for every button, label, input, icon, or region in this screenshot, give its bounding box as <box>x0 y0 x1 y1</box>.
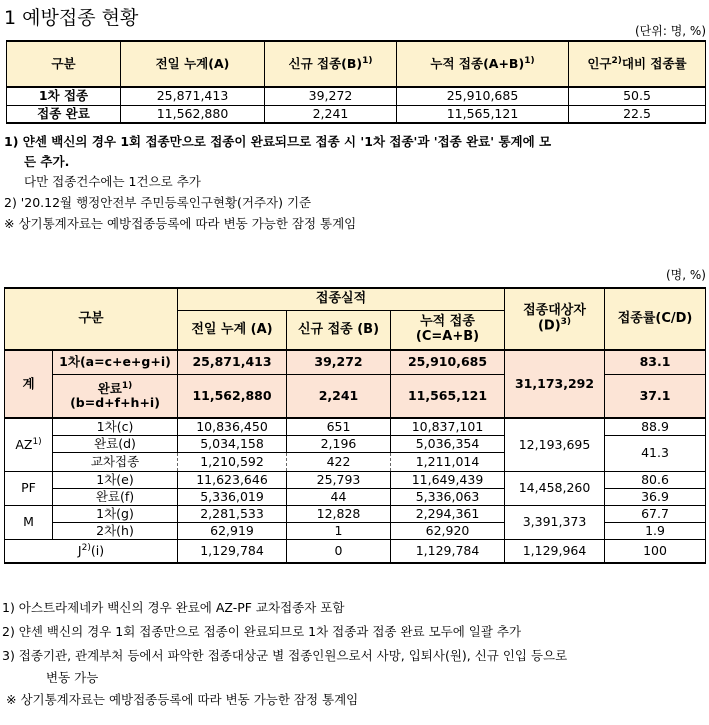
notes-block-2 <box>2 596 567 712</box>
row-label: 접종 완료 <box>7 105 121 123</box>
cell-new: 2,241 <box>287 374 391 418</box>
detail-header-row-1 <box>5 288 706 310</box>
cell-cum: 1,211,014 <box>391 452 505 471</box>
table-row <box>7 87 706 105</box>
cell-prev: 1,129,784 <box>178 539 287 563</box>
cell-prev: 62,919 <box>178 522 287 539</box>
header-category: 구분 <box>7 41 121 87</box>
cell-cum: 1,129,784 <box>391 539 505 563</box>
cell-target: 3,391,373 <box>505 505 605 539</box>
cell-target: 31,173,292 <box>505 350 605 418</box>
j-label: $J^{2)}(i)$ <box>5 539 178 563</box>
cell-prev: 5,034,158 <box>178 435 287 452</box>
row-label: 1차 접종 <box>7 87 121 105</box>
cell-prev: 11,623,646 <box>178 471 287 488</box>
cell-prev: 11,562,880 <box>178 374 287 418</box>
cell-new: 12,828 <box>287 505 391 522</box>
note-2: 2) 얀센 백신의 경우 1회 접종만으로 접종이 완료되므로 1차 접종과 접종 완료 모두에 일괄 추가 <box>2 624 522 639</box>
cell-new: 422 <box>287 452 391 471</box>
cell-prev: 1,210,592 <box>178 452 287 471</box>
row-label: 완료(f) <box>53 488 178 505</box>
table1-unit: (단위: 명, %) <box>634 24 706 38</box>
row-label: 2차(h) <box>53 522 178 539</box>
header-rate: 접종률(C/D) <box>605 288 706 350</box>
row-label: 1차(g) <box>53 505 178 522</box>
row-label: 1차(c) <box>53 418 178 435</box>
cell-target: 12,193,695 <box>505 418 605 471</box>
cell-new: 39,272 <box>287 350 391 374</box>
table-row <box>5 350 706 374</box>
note-3: 3) 접종기관, 관계부처 등에서 파악한 접종대상군 별 접종인원으로서 사망, 입퇴사(원), 신규 인입 등으로 <box>2 648 568 663</box>
detail-table <box>4 287 706 564</box>
cell-prev: 5,336,019 <box>178 488 287 505</box>
row-label: 교차접종 <box>53 452 178 471</box>
summary-table <box>6 40 706 124</box>
row-label: 1차(a=c+e+g+i) <box>53 350 178 374</box>
row-label: 완료$^{1)}$ (b=d+f+h+i) <box>53 374 178 418</box>
header-new: 신규 접종$(B)^{1)}$ <box>265 41 397 87</box>
cell-rate: 67.7 <box>605 505 706 522</box>
cell-rate: 22.5 <box>569 105 706 123</box>
cell-cum: 2,294,361 <box>391 505 505 522</box>
header-pop-rate: 인구$^{2)}$대비 접종률 <box>569 41 706 87</box>
note-1-cont: 든 추가. <box>24 154 70 169</box>
pf-label: PF <box>5 471 53 505</box>
cell-new: 39,272 <box>265 87 397 105</box>
header-prev: 전일 누계(A) <box>121 41 265 87</box>
note-1: 1) 아스트라제네카 백신의 경우 완료에 AZ-PF 교차접종자 포함 <box>2 600 345 615</box>
m-label: M <box>5 505 53 539</box>
cell-cum: 62,920 <box>391 522 505 539</box>
row-label: 1차(e) <box>53 471 178 488</box>
table-row <box>5 471 706 488</box>
total-label: 계 <box>5 350 53 418</box>
cell-rate: 88.9 <box>605 418 706 435</box>
note-3: ※ 상기통계자료는 예방접종등록에 따라 변동 가능한 잠정 통계임 <box>4 216 357 231</box>
table-row <box>5 418 706 435</box>
cell-new: 2,196 <box>287 435 391 452</box>
cell-new: 1 <box>287 522 391 539</box>
cell-rate: 36.9 <box>605 488 706 505</box>
table-row <box>7 105 706 123</box>
row-label: 완료(d) <box>53 435 178 452</box>
note-1: 1) 얀센 백신의 경우 1회 접종만으로 접종이 완료되므로 접종 시 '1차 접종'과 '접종 완료' 통계에 모 <box>4 134 552 149</box>
cell-rate: 41.3 <box>605 435 706 471</box>
cell-prev: 25,871,413 <box>121 87 265 105</box>
cell-cum: 25,910,685 <box>397 87 569 105</box>
cell-cum: 5,036,354 <box>391 435 505 452</box>
header-new: 신규 접종 (B) <box>287 310 391 350</box>
cell-cum: 25,910,685 <box>391 350 505 374</box>
notes-block-1 <box>4 131 551 234</box>
cell-cum: 11,565,121 <box>391 374 505 418</box>
header-category: 구분 <box>5 288 178 350</box>
cell-prev: 25,871,413 <box>178 350 287 374</box>
cell-prev: 2,281,533 <box>178 505 287 522</box>
header-cum: 누적 접종 (C=A+B) <box>391 310 505 350</box>
cell-new: 2,241 <box>265 105 397 123</box>
az-label: AZ$^{1)}$ <box>5 418 53 471</box>
header-cum: 누적 접종$(A+B)^{1)}$ <box>397 41 569 87</box>
cell-prev: 11,562,880 <box>121 105 265 123</box>
table-row <box>5 505 706 522</box>
cell-cum: 10,837,101 <box>391 418 505 435</box>
cell-cum: 11,565,121 <box>397 105 569 123</box>
table-row <box>5 539 706 563</box>
cell-prev: 10,836,450 <box>178 418 287 435</box>
cell-new: 44 <box>287 488 391 505</box>
note-2: 2) '20.12월 행정안전부 주민등록인구현황(거주자) 기준 <box>4 195 312 210</box>
cell-rate: 83.1 <box>605 350 706 374</box>
cell-target: 1,129,964 <box>505 539 605 563</box>
cell-target: 14,458,260 <box>505 471 605 505</box>
note-1-extra: 다만 접종건수에는 1건으로 추가 <box>24 174 201 189</box>
cell-rate: 37.1 <box>605 374 706 418</box>
summary-header-row <box>7 41 706 87</box>
cell-rate: 50.5 <box>569 87 706 105</box>
cell-rate: 80.6 <box>605 471 706 488</box>
header-performance: 접종실적 <box>178 288 505 310</box>
note-3-cont: 변동 가능 <box>46 670 99 685</box>
cell-new: 0 <box>287 539 391 563</box>
cell-rate: 100 <box>605 539 706 563</box>
cell-rate: 1.9 <box>605 522 706 539</box>
header-target: 접종대상자 $(D)^{3)}$ <box>505 288 605 350</box>
cell-new: 25,793 <box>287 471 391 488</box>
note-4: ※ 상기통계자료는 예방접종등록에 따라 변동 가능한 잠정 통계임 <box>6 692 359 707</box>
cell-cum: 11,649,439 <box>391 471 505 488</box>
table2-unit: (명, %) <box>666 268 706 282</box>
page-title: 1 예방접종 현황 <box>4 7 139 29</box>
cell-new: 651 <box>287 418 391 435</box>
header-prev: 전일 누계 (A) <box>178 310 287 350</box>
cell-cum: 5,336,063 <box>391 488 505 505</box>
